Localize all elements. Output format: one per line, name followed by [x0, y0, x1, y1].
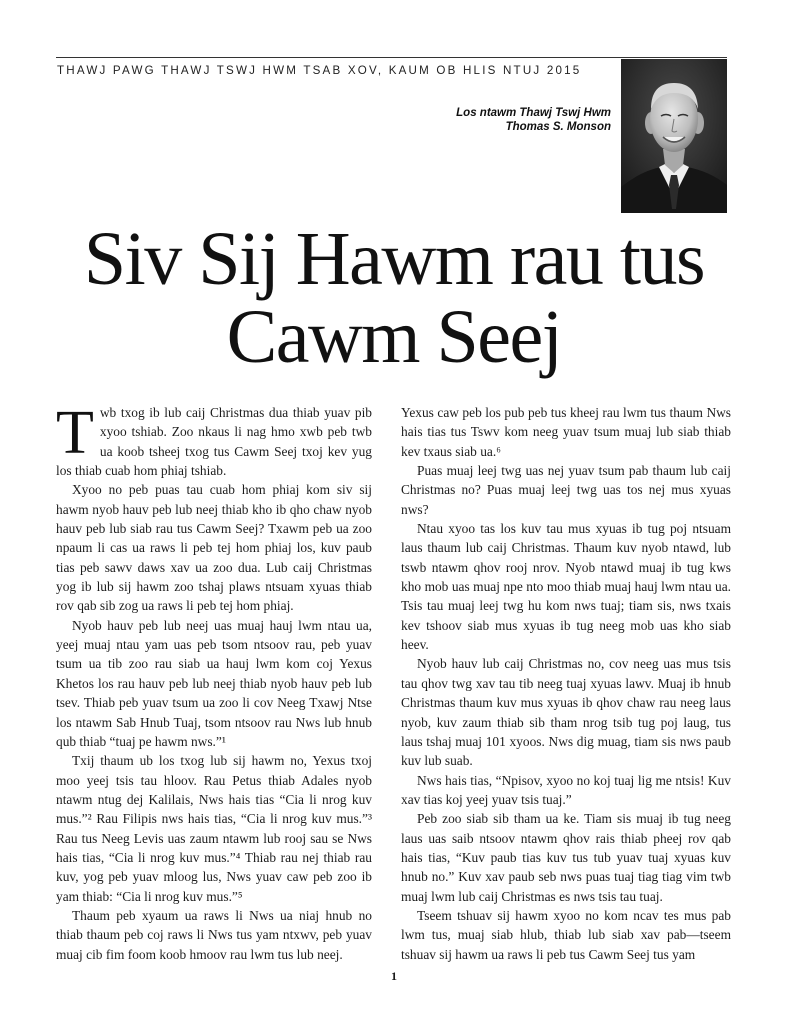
- top-rule: [56, 57, 727, 58]
- paragraph: Puas muaj leej twg uas nej yuav tsum pab thaum lub caij Christmas no? Puas muaj leej twg uas tos nej mus xyuas nws?: [401, 463, 731, 517]
- byline-name: Thomas S. Monson: [505, 121, 611, 133]
- left-column: [56, 399, 372, 964]
- paragraph: Xyoo no peb puas tau cuab hom phiaj kom siv sij hawm nyob hauv peb lub neej thiab kho ib qho chaw nyob hauv peb lub siab rau tus Cawm Seej? Txawm peb ua zoo npaum li cas ua raws li peb tej hom phiaj los, kuv paub tias peb sawv daws xav ua zoo dua. Lub caij Christmas yog ib lub sij hawm zoo tshaj plaws ntsuam xyuas thiab rov qab sib zog ua raws li peb tej hom phiaj.: [56, 482, 372, 614]
- paragraph: Yexus caw peb los pub peb tus kheej rau lwm tus thaum Nws hais tias tus Tswv kom neeg yuav tsum muaj lub siab thiab kev txaus siab ua.⁶: [401, 405, 731, 459]
- portrait-photo-graphic: [621, 59, 727, 213]
- paragraph: Nyob hauv peb lub neej uas muaj hauj lwm ntau ua, yeej muaj ntau yam uas peb tsom ntsoov rau, peb yuav tsum ua tib zoo rau siab ua hauj lwm kom coj Yexus Khetos los rau hauv peb lub neej thiab nyob hauv peb lub tsev. Thiab peb yuav tsum ua zoo li cov Neeg Txawj Ntse los ntawm Sab Hnub Tuaj, tsom ntsoov rau Nws lub hnub qub thiab “tuaj pe hawm nws.”¹: [56, 617, 372, 749]
- byline-role: Los ntawm Thawj Tswj Hwm: [456, 107, 611, 119]
- article-title: Siv Sij Hawm rau tus Cawm Seej: [83, 217, 705, 379]
- paragraph: Peb zoo siab sib tham ua ke. Tiam sis muaj ib tug neeg laus uas saib ntsoov ntawm qhov rais thiab pheej rov qab hais tias, “Kuv paub tias kuv tus tub yuav tuaj xyuas kuv hnub no.” Kuv xav paub seb nws puas tuaj tiag tiag vim twb muaj lwm lub caij Christmas es nws tsis tau tuaj.: [401, 811, 731, 904]
- issue-line: THAWJ PAWG THAWJ TSWJ HWM TSAB XOV, KAUM OB HLIS NTUJ 2015: [57, 64, 582, 77]
- paragraph: Nws hais tias, “Npisov, xyoo no koj tuaj lig me ntsis! Kuv xav tias koj yeej yuav tsis tuaj.”: [401, 772, 731, 807]
- portrait-photo: [621, 59, 727, 213]
- paragraph-opening: [56, 399, 372, 480]
- paragraph: Nyob hauv lub caij Christmas no, cov neeg uas mus tsis tau qhov twg xav tau tib neeg tuaj xyuas lawv. Muaj ib hnub Christmas thaum kuv mus xyuas ib qhov chaw rau neeg laus nyob, kuv zaum thiab sib tham nrog tsib tug poj laug, tus laus tshaj muaj 101 xyoos. Nws dig muag, tiam sis nws paub kuv lub suab.: [401, 656, 731, 769]
- paragraph: Txij thaum ub los txog lub sij hawm no, Yexus txoj moo yeej tsis tau hloov. Rau Petus thiab Adales nyob ntawm ntug dej Kalilais, Nws hais tias “Cia li nrog kuv mus.”² Rau Filipis nws hais tias, “Cia li nrog kuv mus.”³ Rau tus Neeg Levis uas zaum ntawm lub rooj sau se Nws hais tias, “Cia li nrog kuv mus.”⁴ Thiab rau nej thiab rau kuv, yog peb yuav mloog lus, Nws yuav caw peb zoo ib yam thiab: “Cia li nrog kuv mus.”⁵: [56, 753, 372, 904]
- drop-cap: T: [56, 399, 94, 467]
- paragraph-text: wb txog ib lub caij Christmas dua thiab yuav pib xyoo tshiab. Zoo nkaus li nag hmo xwb peb twb ua koob tsheej txog tus Cawm Seej txoj kev yug los thiab cuab hom phiaj tshiab.: [56, 405, 372, 479]
- paragraph: Ntau xyoo tas los kuv tau mus xyuas ib tug poj ntsuam laus thaum lub caij Christmas. Thaum kuv nyob ntawd, lub tswb ntawm qhov rooj nrov. Nyob ntawd muaj ib tug kws kho mob uas muaj npe nto moo thiab muaj hauj lwm ntau ua. Tsis tau muaj leej twg hu kom nws tuaj; tiam sis, nws txais kev tshoov siab mus xyuas ib tug neeg mob uas kho siab heev.: [401, 521, 731, 653]
- paragraph: Thaum peb xyaum ua raws li Nws ua niaj hnub no thiab thaum peb coj raws li Nws tus yam ntxwv, peb yuav muaj cib fim foom koob hmoov rau lwm tus lub neej.: [56, 907, 372, 962]
- paragraph: Tseem tshuav sij hawm xyoo no kom ncav tes mus pab lwm tus, muaj siab hlub, thiab lub siab xav pab—tseem tshuav sij hawm ua raws li peb tus Cawm Seej tus yam: [401, 907, 731, 962]
- right-column: [401, 403, 731, 964]
- byline: [380, 106, 611, 134]
- page-number: 1: [391, 969, 397, 983]
